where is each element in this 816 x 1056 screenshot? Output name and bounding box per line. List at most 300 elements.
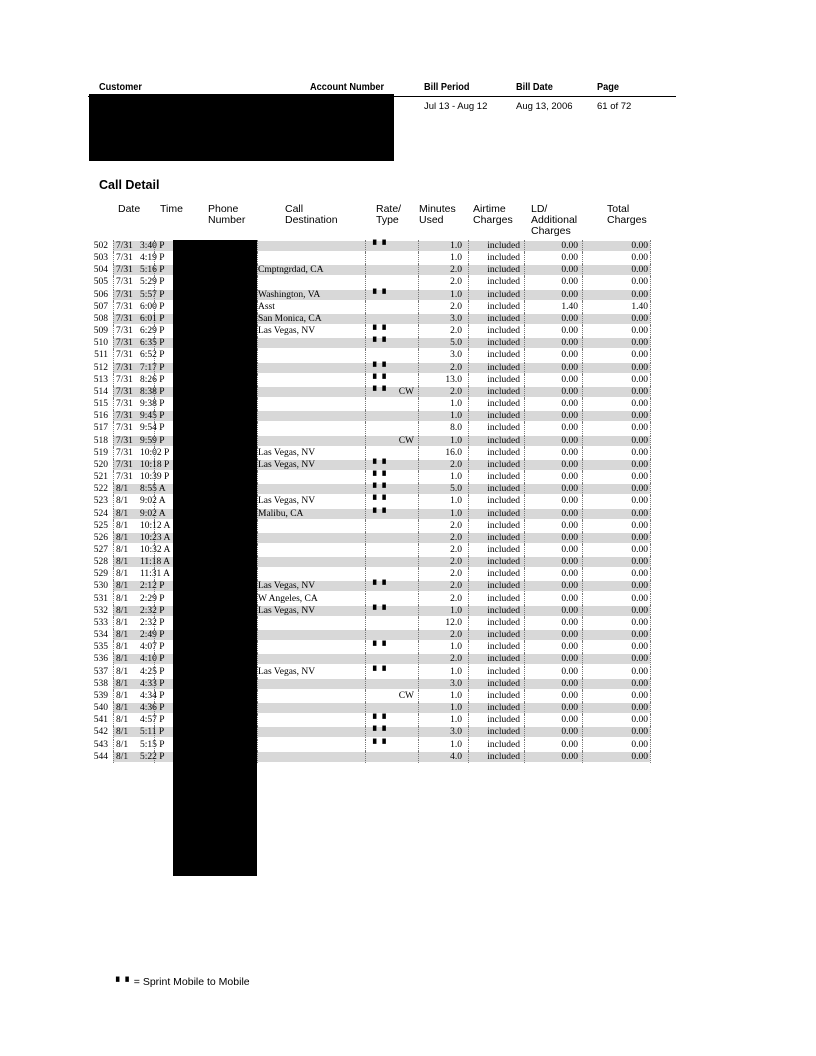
column-divider	[418, 605, 419, 617]
total-charges: 0.00	[631, 459, 648, 470]
column-divider	[650, 349, 651, 361]
column-divider	[468, 349, 469, 361]
column-divider	[418, 362, 419, 374]
account-number-label: Account Number	[310, 82, 385, 93]
minutes-used: 2.0	[450, 362, 462, 373]
column-divider	[113, 264, 114, 276]
column-divider	[524, 556, 525, 568]
column-divider	[582, 447, 583, 459]
call-time: 8:26 P	[140, 374, 165, 385]
row-number: 530	[93, 581, 108, 592]
airtime-charges: included	[487, 715, 520, 726]
call-time: 9:45 P	[140, 411, 165, 422]
call-date: 7/31	[116, 447, 133, 458]
minutes-used: 3.0	[450, 678, 462, 689]
column-divider	[468, 532, 469, 544]
column-divider	[418, 641, 419, 653]
row-number: 538	[93, 678, 108, 689]
column-divider	[365, 276, 366, 288]
column-divider	[468, 337, 469, 349]
minutes-used: 2.0	[450, 326, 462, 337]
table-row	[0, 398, 816, 410]
table-row	[0, 678, 816, 690]
column-divider	[418, 240, 419, 252]
column-divider	[418, 544, 419, 556]
call-destination: Las Vegas, NV	[258, 447, 316, 458]
column-divider	[524, 422, 525, 434]
row-number: 536	[93, 654, 108, 665]
column-divider	[468, 240, 469, 252]
column-divider	[113, 690, 114, 702]
table-row	[0, 690, 816, 702]
minutes-used: 4.0	[450, 751, 462, 762]
row-number: 539	[93, 690, 108, 701]
column-divider	[365, 264, 366, 276]
airtime-charges: included	[487, 751, 520, 762]
column-divider	[468, 325, 469, 337]
column-divider	[365, 240, 366, 252]
call-date: 7/31	[116, 423, 133, 434]
minutes-used: 13.0	[445, 374, 462, 385]
airtime-charges: included	[487, 484, 520, 495]
table-row	[0, 264, 816, 276]
column-divider	[582, 264, 583, 276]
column-divider	[650, 629, 651, 641]
column-divider	[524, 605, 525, 617]
row-number: 531	[93, 593, 108, 604]
call-destination: Las Vegas, NV	[258, 459, 316, 470]
column-divider	[524, 508, 525, 520]
table-row	[0, 495, 816, 507]
minutes-used: 16.0	[445, 447, 462, 458]
airtime-charges: included	[487, 727, 520, 738]
airtime-charges: included	[487, 569, 520, 580]
column-divider	[257, 653, 258, 665]
column-divider	[257, 726, 258, 738]
row-number: 502	[93, 241, 108, 251]
column-divider	[468, 435, 469, 447]
column-divider	[113, 508, 114, 520]
column-divider	[582, 617, 583, 629]
table-row	[0, 301, 816, 313]
column-divider	[468, 678, 469, 690]
column-divider	[468, 702, 469, 714]
minutes-used: 2.0	[450, 581, 462, 592]
ld-charges: 0.00	[561, 715, 578, 726]
row-number: 506	[93, 289, 108, 300]
mobile-to-mobile-icon: ▘▝	[373, 326, 385, 337]
column-divider	[582, 422, 583, 434]
row-number: 510	[93, 338, 108, 349]
call-date: 7/31	[116, 338, 133, 349]
column-divider	[468, 568, 469, 580]
call-destination: Malibu, CA	[258, 508, 304, 519]
ld-charges: 0.00	[561, 605, 578, 616]
total-charges: 0.00	[631, 253, 648, 264]
column-divider	[113, 471, 114, 483]
minutes-used: 1.0	[450, 739, 462, 750]
column-divider	[113, 605, 114, 617]
mobile-to-mobile-icon: ▘▝	[373, 581, 385, 592]
mobile-to-mobile-icon: ▘▝	[373, 715, 385, 726]
airtime-charges: included	[487, 411, 520, 422]
call-destination: Las Vegas, NV	[258, 581, 316, 592]
column-divider	[113, 374, 114, 386]
column-divider	[365, 471, 366, 483]
column-divider	[524, 362, 525, 374]
call-time: 9:02 A	[140, 508, 166, 519]
bill-date-label: Bill Date	[516, 82, 553, 93]
legend	[116, 976, 250, 988]
column-divider	[365, 629, 366, 641]
call-time: 4:19 P	[140, 253, 165, 264]
column-divider	[524, 751, 525, 763]
column-divider	[582, 289, 583, 301]
column-divider	[418, 313, 419, 325]
column-divider	[113, 678, 114, 690]
total-charges: 0.00	[631, 727, 648, 738]
column-divider	[524, 690, 525, 702]
column-divider	[257, 556, 258, 568]
column-divider	[418, 751, 419, 763]
airtime-charges: included	[487, 338, 520, 349]
column-divider	[524, 386, 525, 398]
call-destination: W Angeles, CA	[258, 593, 318, 604]
row-number: 535	[93, 642, 108, 653]
call-time: 8:55 A	[140, 484, 166, 495]
column-divider	[113, 398, 114, 410]
column-divider	[524, 678, 525, 690]
column-divider	[418, 653, 419, 665]
column-divider	[418, 508, 419, 520]
column-divider	[582, 495, 583, 507]
airtime-charges: included	[487, 326, 520, 337]
table-row	[0, 629, 816, 641]
table-row	[0, 435, 816, 447]
column-divider	[582, 678, 583, 690]
minutes-used: 2.0	[450, 277, 462, 288]
table-row	[0, 252, 816, 264]
column-divider	[418, 374, 419, 386]
mobile-to-mobile-icon: ▘▝	[373, 459, 385, 470]
column-divider	[650, 495, 651, 507]
column-divider	[365, 398, 366, 410]
airtime-charges: included	[487, 399, 520, 410]
column-divider	[113, 276, 114, 288]
call-date: 8/1	[116, 508, 129, 519]
row-number: 532	[93, 605, 108, 616]
call-time: 10:12 A	[140, 520, 171, 531]
minutes-used: 8.0	[450, 423, 462, 434]
table-row	[0, 532, 816, 544]
column-divider	[365, 362, 366, 374]
column-divider	[524, 641, 525, 653]
column-divider	[468, 544, 469, 556]
column-divider	[468, 714, 469, 726]
minutes-used: 2.0	[450, 532, 462, 543]
airtime-charges: included	[487, 508, 520, 519]
column-divider	[365, 349, 366, 361]
row-number: 504	[93, 265, 108, 276]
column-divider	[365, 410, 366, 422]
table-row	[0, 580, 816, 592]
column-divider	[650, 301, 651, 313]
table-row	[0, 593, 816, 605]
call-date: 7/31	[116, 362, 133, 373]
column-divider	[650, 325, 651, 337]
table-row	[0, 349, 816, 361]
table-row	[0, 410, 816, 422]
row-number: 542	[93, 727, 108, 738]
column-divider	[365, 568, 366, 580]
column-divider	[113, 556, 114, 568]
column-divider	[418, 471, 419, 483]
table-row	[0, 544, 816, 556]
ld-charges: 0.00	[561, 520, 578, 531]
column-divider	[365, 337, 366, 349]
airtime-charges: included	[487, 605, 520, 616]
ld-charges: 0.00	[561, 545, 578, 555]
column-divider	[113, 702, 114, 714]
total-charges: 0.00	[631, 557, 648, 568]
column-divider	[650, 605, 651, 617]
call-destination: San Monica, CA	[258, 313, 322, 324]
legend-text: = Sprint Mobile to Mobile	[133, 976, 250, 988]
minutes-used: 2.0	[450, 557, 462, 568]
total-charges: 0.00	[631, 605, 648, 616]
airtime-charges: included	[487, 532, 520, 543]
ld-charges: 0.00	[561, 739, 578, 750]
total-charges: 0.00	[631, 277, 648, 288]
ld-charges: 0.00	[561, 399, 578, 410]
call-time: 11:18 A	[140, 557, 170, 568]
table-row	[0, 422, 816, 434]
ld-charges: 0.00	[561, 666, 578, 677]
column-divider	[650, 593, 651, 605]
call-destination: Las Vegas, NV	[258, 496, 316, 507]
row-number: 524	[93, 508, 108, 519]
total-charges: 0.00	[631, 545, 648, 555]
minutes-used: 1.0	[450, 496, 462, 507]
call-time: 5:57 P	[140, 289, 165, 300]
airtime-charges: included	[487, 374, 520, 385]
column-divider	[365, 702, 366, 714]
call-time: 4:33 P	[140, 678, 165, 689]
column-divider	[524, 714, 525, 726]
column-divider	[582, 690, 583, 702]
ld-charges: 0.00	[561, 678, 578, 689]
column-divider	[365, 580, 366, 592]
column-divider	[113, 568, 114, 580]
mobile-to-mobile-icon: ▘▝	[373, 727, 385, 738]
column-divider	[524, 702, 525, 714]
column-divider	[418, 276, 419, 288]
column-divider	[418, 422, 419, 434]
call-date: 7/31	[116, 277, 133, 288]
airtime-charges: included	[487, 630, 520, 641]
column-divider	[582, 374, 583, 386]
mobile-to-mobile-icon: ▘▝	[373, 386, 385, 397]
column-divider	[113, 714, 114, 726]
call-time: 6:00 P	[140, 301, 165, 312]
call-destination: Cmptngrdad, CA	[258, 265, 324, 276]
column-divider	[582, 410, 583, 422]
minutes-used: 1.0	[450, 253, 462, 264]
call-time: 10:39 P	[140, 472, 170, 483]
call-time: 5:29 P	[140, 277, 165, 288]
call-date: 7/31	[116, 241, 133, 251]
column-divider	[257, 471, 258, 483]
col-header-rate-type: Rate/ Type	[376, 203, 402, 226]
row-number: 505	[93, 277, 108, 288]
column-divider	[257, 702, 258, 714]
column-divider	[468, 629, 469, 641]
call-date: 8/1	[116, 557, 129, 568]
column-divider	[524, 629, 525, 641]
minutes-used: 12.0	[445, 617, 462, 628]
total-charges: 0.00	[631, 739, 648, 750]
airtime-charges: included	[487, 739, 520, 750]
airtime-charges: included	[487, 593, 520, 604]
column-divider	[418, 447, 419, 459]
column-divider	[650, 520, 651, 532]
column-divider	[650, 471, 651, 483]
total-charges: 0.00	[631, 715, 648, 726]
column-divider	[257, 337, 258, 349]
call-time: 10:32 A	[140, 545, 171, 555]
column-divider	[582, 483, 583, 495]
call-date: 7/31	[116, 411, 133, 422]
minutes-used: 2.0	[450, 265, 462, 276]
mobile-to-mobile-icon: ▘▝	[116, 978, 128, 988]
total-charges: 0.00	[631, 630, 648, 641]
table-row	[0, 508, 816, 520]
column-divider	[468, 751, 469, 763]
column-divider	[365, 714, 366, 726]
total-charges: 0.00	[631, 508, 648, 519]
column-divider	[468, 556, 469, 568]
row-number: 519	[93, 447, 108, 458]
table-row	[0, 605, 816, 617]
column-divider	[113, 313, 114, 325]
minutes-used: 5.0	[450, 484, 462, 495]
call-time: 4:36 P	[140, 703, 165, 714]
column-divider	[113, 617, 114, 629]
total-charges: 0.00	[631, 399, 648, 410]
call-time: 6:35 P	[140, 338, 165, 349]
table-row	[0, 276, 816, 288]
column-divider	[418, 593, 419, 605]
call-date: 8/1	[116, 727, 129, 738]
mobile-to-mobile-icon: ▘▝	[373, 666, 385, 677]
column-divider	[524, 349, 525, 361]
column-divider	[468, 362, 469, 374]
row-number: 518	[93, 435, 108, 446]
airtime-charges: included	[487, 277, 520, 288]
call-date: 7/31	[116, 253, 133, 264]
airtime-charges: included	[487, 666, 520, 677]
column-divider	[468, 495, 469, 507]
row-number: 544	[93, 751, 108, 762]
minutes-used: 1.0	[450, 605, 462, 616]
column-divider	[524, 289, 525, 301]
column-divider	[524, 325, 525, 337]
column-divider	[365, 532, 366, 544]
mobile-to-mobile-icon: ▘▝	[373, 508, 385, 519]
ld-charges: 0.00	[561, 642, 578, 653]
ld-charges: 0.00	[561, 411, 578, 422]
column-divider	[365, 751, 366, 763]
minutes-used: 3.0	[450, 313, 462, 324]
column-divider	[650, 374, 651, 386]
column-divider	[650, 422, 651, 434]
table-row	[0, 483, 816, 495]
minutes-used: 1.0	[450, 508, 462, 519]
column-divider	[418, 617, 419, 629]
column-divider	[113, 495, 114, 507]
column-divider	[468, 641, 469, 653]
row-number: 528	[93, 557, 108, 568]
column-divider	[650, 410, 651, 422]
minutes-used: 1.0	[450, 289, 462, 300]
column-divider	[468, 398, 469, 410]
column-divider	[365, 544, 366, 556]
call-time: 10:18 P	[140, 459, 170, 470]
row-number: 509	[93, 326, 108, 337]
call-date: 8/1	[116, 569, 129, 580]
col-header-destination: Call Destination	[285, 203, 338, 226]
call-time: 2:32 P	[140, 605, 165, 616]
col-header-time: Time	[160, 203, 183, 215]
col-header-airtime: Airtime Charges	[473, 203, 513, 226]
column-divider	[418, 495, 419, 507]
row-number: 513	[93, 374, 108, 385]
total-charges: 0.00	[631, 362, 648, 373]
column-divider	[650, 641, 651, 653]
call-time: 6:52 P	[140, 350, 165, 361]
column-divider	[468, 301, 469, 313]
table-row	[0, 666, 816, 678]
column-divider	[257, 349, 258, 361]
column-divider	[418, 410, 419, 422]
ld-charges: 0.00	[561, 617, 578, 628]
ld-charges: 0.00	[561, 447, 578, 458]
column-divider	[582, 629, 583, 641]
column-divider	[582, 714, 583, 726]
column-divider	[113, 447, 114, 459]
column-divider	[113, 580, 114, 592]
call-date: 8/1	[116, 581, 129, 592]
column-divider	[650, 714, 651, 726]
column-divider	[257, 362, 258, 374]
column-divider	[418, 301, 419, 313]
minutes-used: 3.0	[450, 350, 462, 361]
ld-charges: 0.00	[561, 289, 578, 300]
column-divider	[468, 593, 469, 605]
column-divider	[418, 739, 419, 751]
total-charges: 0.00	[631, 654, 648, 665]
total-charges: 0.00	[631, 690, 648, 701]
call-date: 7/31	[116, 459, 133, 470]
table-row	[0, 702, 816, 714]
call-time: 8:38 P	[140, 386, 165, 397]
airtime-charges: included	[487, 386, 520, 397]
column-divider	[468, 447, 469, 459]
column-divider	[418, 252, 419, 264]
call-time: 2:49 P	[140, 630, 165, 641]
column-divider	[582, 240, 583, 252]
call-date: 8/1	[116, 605, 129, 616]
